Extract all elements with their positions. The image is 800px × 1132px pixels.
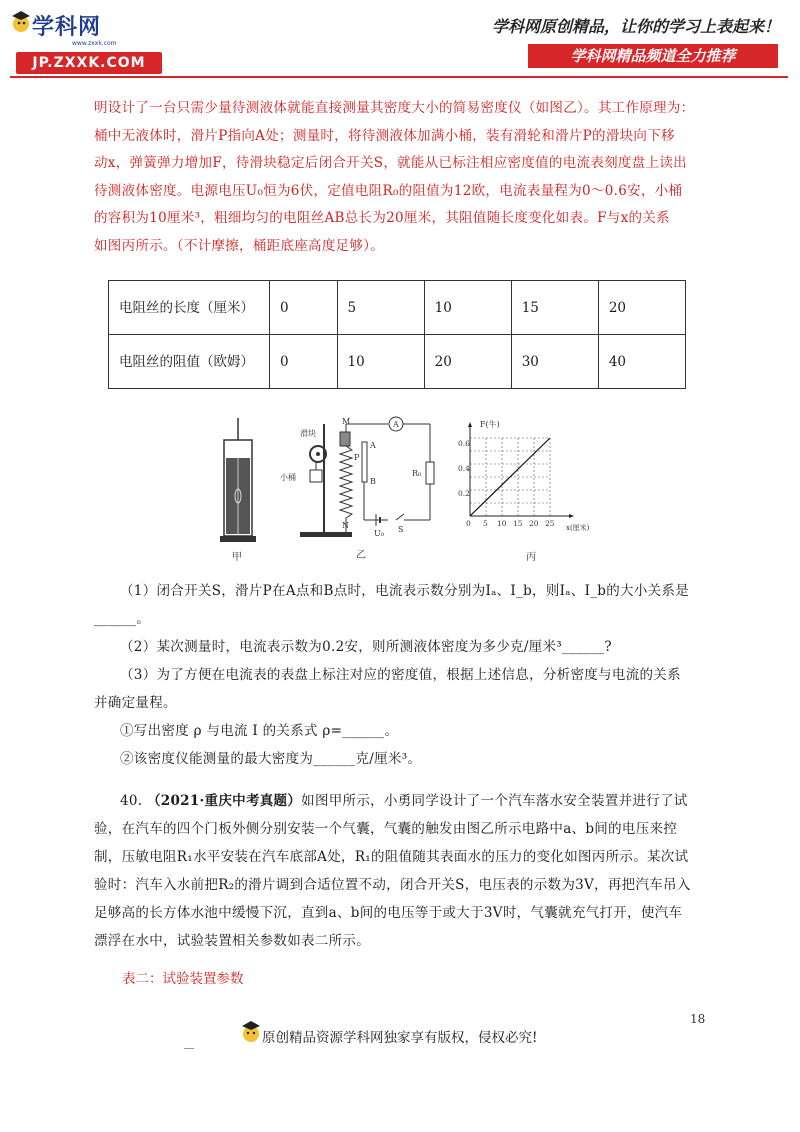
y-tick-label: 0.2 xyxy=(458,489,470,498)
label-S: S xyxy=(398,525,404,534)
label-A: A xyxy=(370,441,376,450)
table-row xyxy=(109,335,686,389)
label-P: P xyxy=(354,453,360,462)
question-40-first-line xyxy=(94,787,714,815)
figure-bing xyxy=(454,416,604,564)
y-tick-label: 0.4 xyxy=(458,464,470,473)
question-2: （2）某次测量时，电流表示数为0.2安，则所测液体密度为多少克/厘米³______? xyxy=(120,639,612,655)
label-bucket: 小桶 xyxy=(280,473,296,482)
y-tick-label: 0.6 xyxy=(458,439,470,448)
table-cell: 40 xyxy=(598,335,685,389)
label-M: M xyxy=(342,417,351,426)
table-cell: 0 xyxy=(270,335,338,389)
intro-line: 如图丙所示。（不计摩擦，桶距底座高度足够）。 xyxy=(94,237,385,254)
x-tick-label: 20 xyxy=(529,519,539,528)
figure-caption: 乙 xyxy=(356,550,366,561)
question-3-cont: 并确定量程。 xyxy=(94,695,177,711)
header-divider xyxy=(10,76,788,78)
logo-url-bar: JP.ZXXK.COM xyxy=(16,52,162,74)
question-3-2: ②该密度仪能测量的最大密度为______克/厘米³。 xyxy=(120,751,422,767)
mascot-icon xyxy=(240,1018,262,1048)
figure-jia xyxy=(210,418,266,568)
question-1-blank: ______。 xyxy=(94,611,151,627)
x-tick-label: 25 xyxy=(545,519,555,528)
question-text: 如图甲所示，小勇同学设计了一个汽车落水安全装置并进行了试 xyxy=(301,793,688,809)
fx-chart xyxy=(454,416,604,546)
label-U0: U₀ xyxy=(374,529,384,538)
page-number: 18 xyxy=(690,1012,706,1026)
table-cell: 20 xyxy=(598,281,685,335)
slogan: 学科网原创精品，让你的学习上表起来！ xyxy=(491,17,780,36)
question-number: 40. xyxy=(120,793,143,809)
question-3-1: ①写出密度 ρ 与电流 I 的关系式 ρ=______。 xyxy=(120,723,399,739)
question-1: （1）闭合开关S，滑片P在A点和B点时，电流表示数分别为Iₐ、I_b，则Iₐ、I_b的大小关系是 xyxy=(120,583,690,599)
y-axis-label: F(牛) xyxy=(480,420,500,429)
table2-title: 表二：试验装置参数 xyxy=(122,971,244,987)
x-tick-label: 0 xyxy=(466,519,471,528)
intro-line: 动x，弹簧弹力增加F，待滑块稳定后闭合开关S，就能从已标注相应密度值的电流表刻度盘上读出 xyxy=(94,155,687,171)
intro-line: 的容积为10厘米³，粗细均匀的电阻丝AB总长为20厘米，其阻值随长度变化如表。F与x的关系 xyxy=(94,210,670,226)
label-N: N xyxy=(342,521,349,530)
channel-banner: 学科网精品频道全力推荐 xyxy=(528,44,778,68)
question-text: 验时：汽车入水前把R₂的滑片调到合适位置不动，闭合开关S，电压表的示数为3V，再把汽车吊入 xyxy=(94,877,691,893)
intro-line: 待测液体密度。电源电压U₀恒为6伏，定值电阻R₀的阻值为12欧，电流表量程为0～0.6安，小桶 xyxy=(94,182,683,199)
label-slider: 滑块 xyxy=(300,429,316,438)
x-axis-label: x(厘米) xyxy=(566,524,590,532)
problem-intro xyxy=(94,95,714,260)
figure-caption: 甲 xyxy=(232,552,242,563)
table-cell: 10 xyxy=(424,281,511,335)
logo-subtext: www.zxxk.com xyxy=(72,40,117,47)
table-cell: 20 xyxy=(424,335,511,389)
intro-line: 明设计了一台只需少量待测液体就能直接测量其密度大小的简易密度仪（如图乙）。其工作原理为： xyxy=(94,100,695,116)
footer-mark xyxy=(184,1048,194,1049)
x-tick-label: 15 xyxy=(513,519,523,528)
intro-line: 桶中无液体时，滑片P指向A处；测量时，将待测液体加满小桶，装有滑轮和滑片P的滑块向下移 xyxy=(94,127,675,144)
x-tick-label: 5 xyxy=(483,519,488,528)
table-cell: 10 xyxy=(337,335,424,389)
page-header xyxy=(0,0,800,80)
logo-text: 学科网 xyxy=(32,15,102,40)
table-row-label: 电阻丝的阻值（欧姆） xyxy=(109,335,270,389)
question-text: 验，在汽车的四个门板外侧分别安装一个气囊，气囊的触发由图乙所示电路中a、b间的电压来控 xyxy=(94,821,678,837)
label-B: B xyxy=(370,477,376,486)
figure-caption: 丙 xyxy=(526,552,536,563)
question-3: （3）为了方便在电流表的表盘上标注对应的密度值，根据上述信息，分析密度与电流的关系 xyxy=(120,667,681,683)
circuit-diagram xyxy=(280,414,440,564)
ammeter-symbol: A xyxy=(393,420,399,429)
figure-yi xyxy=(280,414,440,564)
resistance-table xyxy=(108,280,686,389)
table-cell: 5 xyxy=(337,281,424,335)
question-source: （2021·重庆中考真题） xyxy=(146,793,302,809)
table-cell: 0 xyxy=(270,281,338,335)
label-R0: R₀ xyxy=(412,469,422,478)
question-text: 漂浮在水中，试验装置相关参数如表二所示。 xyxy=(94,933,370,949)
table-row-label: 电阻丝的长度（厘米） xyxy=(109,281,270,335)
y-axis-arrow xyxy=(468,422,472,427)
mascot-icon xyxy=(10,6,30,46)
question-text: 制，压敏电阻R₁水平安装在汽车底部A处，R₁的阻值随其表面水的压力的变化如图丙所示。某次试 xyxy=(94,849,689,865)
site-logo[interactable] xyxy=(10,6,160,74)
cylinder-illustration xyxy=(210,418,266,568)
table-cell: 30 xyxy=(511,335,598,389)
table-row xyxy=(109,281,686,335)
table-cell: 15 xyxy=(511,281,598,335)
copyright-footer: 原创精品资源学科网独家享有版权，侵权必究! xyxy=(262,1030,538,1046)
x-tick-label: 10 xyxy=(497,519,507,528)
sub-questions xyxy=(94,577,714,773)
question-40 xyxy=(94,787,714,955)
x-axis-arrow xyxy=(569,514,574,518)
question-text: 足够高的长方体水池中缓慢下沉，直到a、b间的电压等于或大于3V时，气囊就充气打开，使汽车 xyxy=(94,905,683,921)
